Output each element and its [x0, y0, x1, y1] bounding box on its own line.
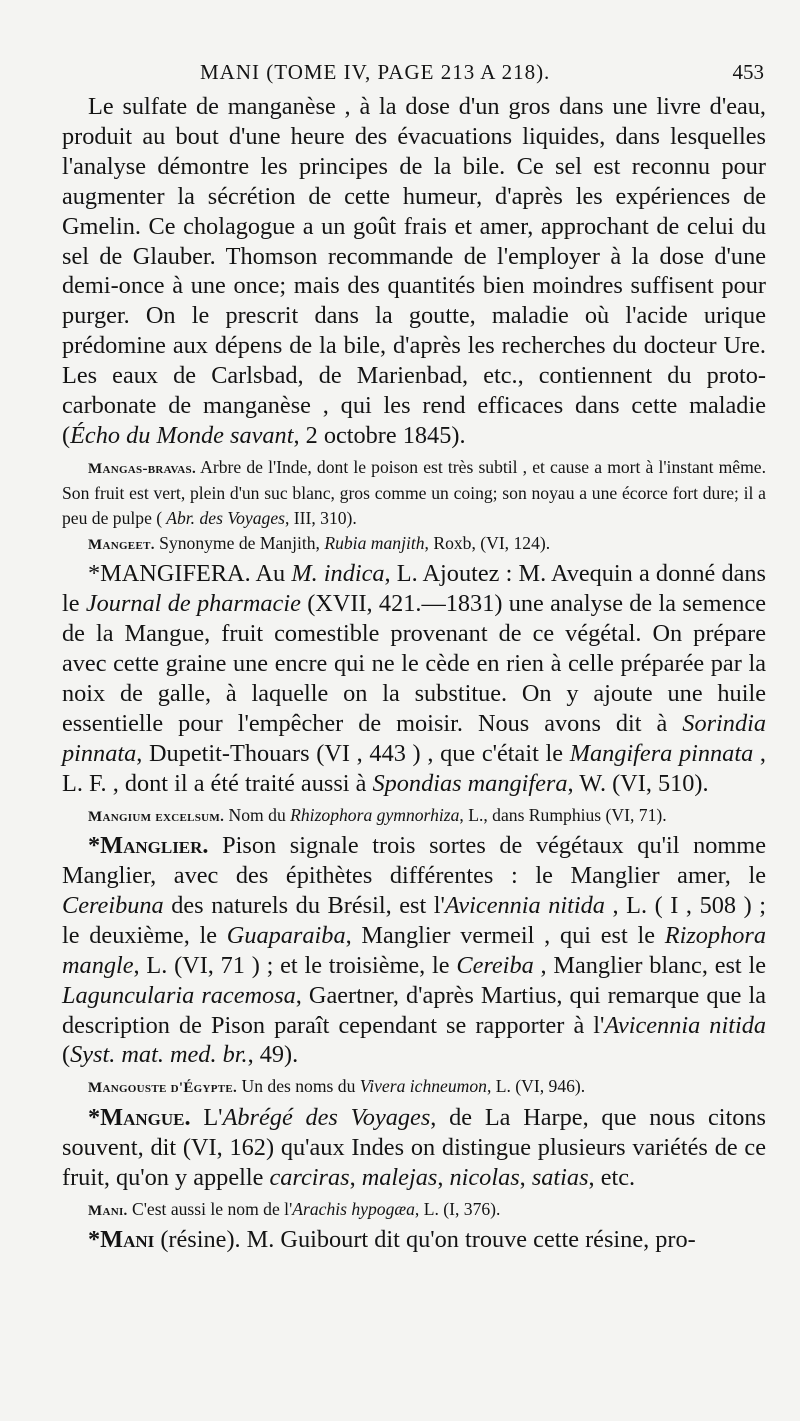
- italic-species: Rizophora mangle: [62, 921, 766, 979]
- text-run: Synonyme de Manjith,: [154, 532, 325, 553]
- text-run: ,: [519, 1163, 532, 1191]
- italic-species: Rhizophora gymnorhiza: [290, 804, 460, 825]
- italic-species: Vivera ichneumon: [359, 1076, 487, 1097]
- italic-citation: Abrégé des Voyages: [222, 1103, 431, 1131]
- text-run: , L. (VI, 946).: [486, 1076, 586, 1097]
- entry-mangium-excelsum: [62, 803, 766, 830]
- text-run: Un des noms du: [237, 1076, 360, 1097]
- page-body: [62, 92, 766, 1255]
- text-run: Pison signale trois sortes de végétaux qu'il nomme Manglier, avec des épithètes différentes : le Manglier amer, le: [62, 832, 766, 889]
- entry-headword: *MANGIFERA.: [88, 560, 251, 588]
- text-run: , Manglier blanc, est le: [533, 951, 766, 979]
- text-run: , Dupetit-Thouars (VI , 443 ) , que c'était le: [136, 739, 570, 767]
- text-run: (: [62, 1041, 71, 1069]
- text-run: ,: [349, 1163, 362, 1191]
- text-run: Le sulfate de manganèse , à la dose d'un gros dans une livre d'eau, produit au bout d'une heure des évacuations liquides, dans lesquelles l'analyse démontre les principes de la bile. Ce sel est reconnu pour augmenter la sécrétion de cette humeur, d'après les expériences de Gmelin. Ce cholagogue a un goût frais et amer, approchant de celui du sel de Glauber. Thomson recommande de l'employer à la dose d'une demi-once à une once; mais des quantités bien moindres suffisent pour purger. On le prescrit dans la goutte, maladie où l'acide urique prédomine aux dépens de la bile, d'après les recherches du docteur Ure. Les eaux de Carlsbad, de Marienbad, etc., contiennent du proto-carbonate de manganèse , qui les rend efficaces dans cette maladie (: [62, 93, 766, 449]
- text-run: , 2 octobre 1845).: [293, 421, 466, 449]
- entry-mani-resine: [62, 1225, 766, 1255]
- italic-variety: nicolas: [449, 1163, 520, 1191]
- running-title: MANI (TOME IV, PAGE 213 A 218).: [200, 60, 551, 84]
- text-run: Arbre de l'Inde, dont le poison est très subtil , et cause a mort à l'instant même. Son fruit est vert, plein d'un suc blanc, gros comme un coing; son noyau a une écorce fort dure; il a peu de pulpe (: [62, 456, 766, 529]
- entry-mangouste-egypte: [62, 1074, 766, 1101]
- entry-headword: Mangeet.: [88, 536, 155, 553]
- entry-mani-arachis: [62, 1197, 766, 1224]
- italic-variety: satias: [531, 1163, 589, 1191]
- text-run: (XVII, 421.—1831) une analyse de la semence de la Mangue, fruit comestible provenant de ce végétal. On prépare avec cette graine une encre qui ne le cède en rien à celle préparée par la noix de galle, à laquelle on la substitue. On y ajoute une huile essentielle pour l'empêcher de moisir. Nous avons dit à: [62, 590, 766, 737]
- italic-species: Avicennia nitida: [444, 891, 605, 919]
- text-run: (résine). M. Guibourt dit qu'on trouve cette résine, pro-: [154, 1226, 696, 1254]
- entry-mangue: [62, 1103, 766, 1193]
- entry-mangifera: [62, 559, 766, 798]
- text-run: , L. F. , dont il a été traité aussi à: [62, 739, 766, 797]
- italic-species: Spondias mangifera: [372, 769, 568, 797]
- page-number: 453: [732, 60, 764, 84]
- entry-headword: *Manglier.: [88, 832, 209, 860]
- text-run: , L., dans Rumphius (VI, 71).: [459, 804, 667, 825]
- italic-species: Laguncularia racemosa: [62, 981, 296, 1009]
- text-run: des naturels du Brésil, est l': [163, 891, 445, 919]
- text-run: , de La Harpe, que nous citons souvent, dit (VI, 162) qu'aux Indes on distingue plusieurs variétés de ce fruit, qu'on y appelle: [62, 1103, 766, 1191]
- italic-species: Sorindia pinnata: [62, 709, 766, 767]
- text-run: , Gaertner, d'après Martius, qui remarque que la description de Pison paraît cependant se rapporter à l': [62, 981, 766, 1039]
- italic-species: Guaparaiba: [226, 921, 346, 949]
- italic-citation: Écho du Monde savant: [70, 421, 294, 449]
- text-run: , W. (VI, 510).: [567, 769, 709, 797]
- italic-species: Arachis hypogæa: [292, 1198, 415, 1219]
- text-run: L': [190, 1103, 223, 1131]
- italic-species: Rubia manjith: [324, 532, 425, 553]
- text-run: , 49).: [247, 1041, 299, 1069]
- italic-species: M. indica: [291, 560, 385, 588]
- italic-citation: Syst. mat. med. br.: [70, 1041, 248, 1069]
- entry-headword: Mani.: [88, 1202, 128, 1219]
- italic-species: Avicennia nitida: [604, 1011, 767, 1039]
- italic-species: Cereiba: [456, 951, 534, 979]
- italic-variety: carciras: [269, 1163, 350, 1191]
- text-run: , Manglier vermeil , qui est le: [345, 921, 665, 949]
- text-run: Au: [250, 560, 292, 588]
- italic-variety: malejas: [361, 1163, 438, 1191]
- entry-mangeet: [62, 531, 766, 558]
- entry-headword: Mangium excelsum.: [88, 808, 225, 825]
- text-run: Nom du: [224, 804, 291, 825]
- entry-mangas-bravas: [62, 455, 766, 531]
- italic-citation: Journal de pharmacie: [85, 590, 301, 618]
- text-run: , etc.: [588, 1163, 636, 1191]
- entry-manglier: [62, 831, 766, 1070]
- text-run: C'est aussi le nom de l': [127, 1198, 293, 1219]
- text-run: , L. Ajoutez : M. Avequin a donné dans le: [62, 560, 766, 618]
- paragraph-sulfate-manganese: [62, 92, 766, 451]
- entry-headword: *Mani: [88, 1226, 155, 1254]
- italic-citation: Abr. des Voyages: [162, 508, 285, 529]
- text-run: , L. (I, 376).: [414, 1198, 501, 1219]
- text-run: , Roxb, (VI, 124).: [424, 532, 551, 553]
- running-header: [0, 60, 800, 90]
- italic-species: Mangifera pinnata: [569, 739, 754, 767]
- text-run: , L. (VI, 71 ) ; et le troisième, le: [133, 951, 457, 979]
- text-run: , III, 310).: [284, 508, 357, 529]
- entry-headword: Mangouste d'Égypte.: [88, 1080, 238, 1097]
- entry-headword: Mangas-bravas.: [88, 460, 197, 477]
- italic-species: Cereibuna: [62, 891, 164, 919]
- text-run: ,: [437, 1163, 450, 1191]
- text-run: , L. ( I , 508 ) ; le deuxième, le: [62, 891, 766, 949]
- entry-headword: *Mangue.: [88, 1103, 191, 1131]
